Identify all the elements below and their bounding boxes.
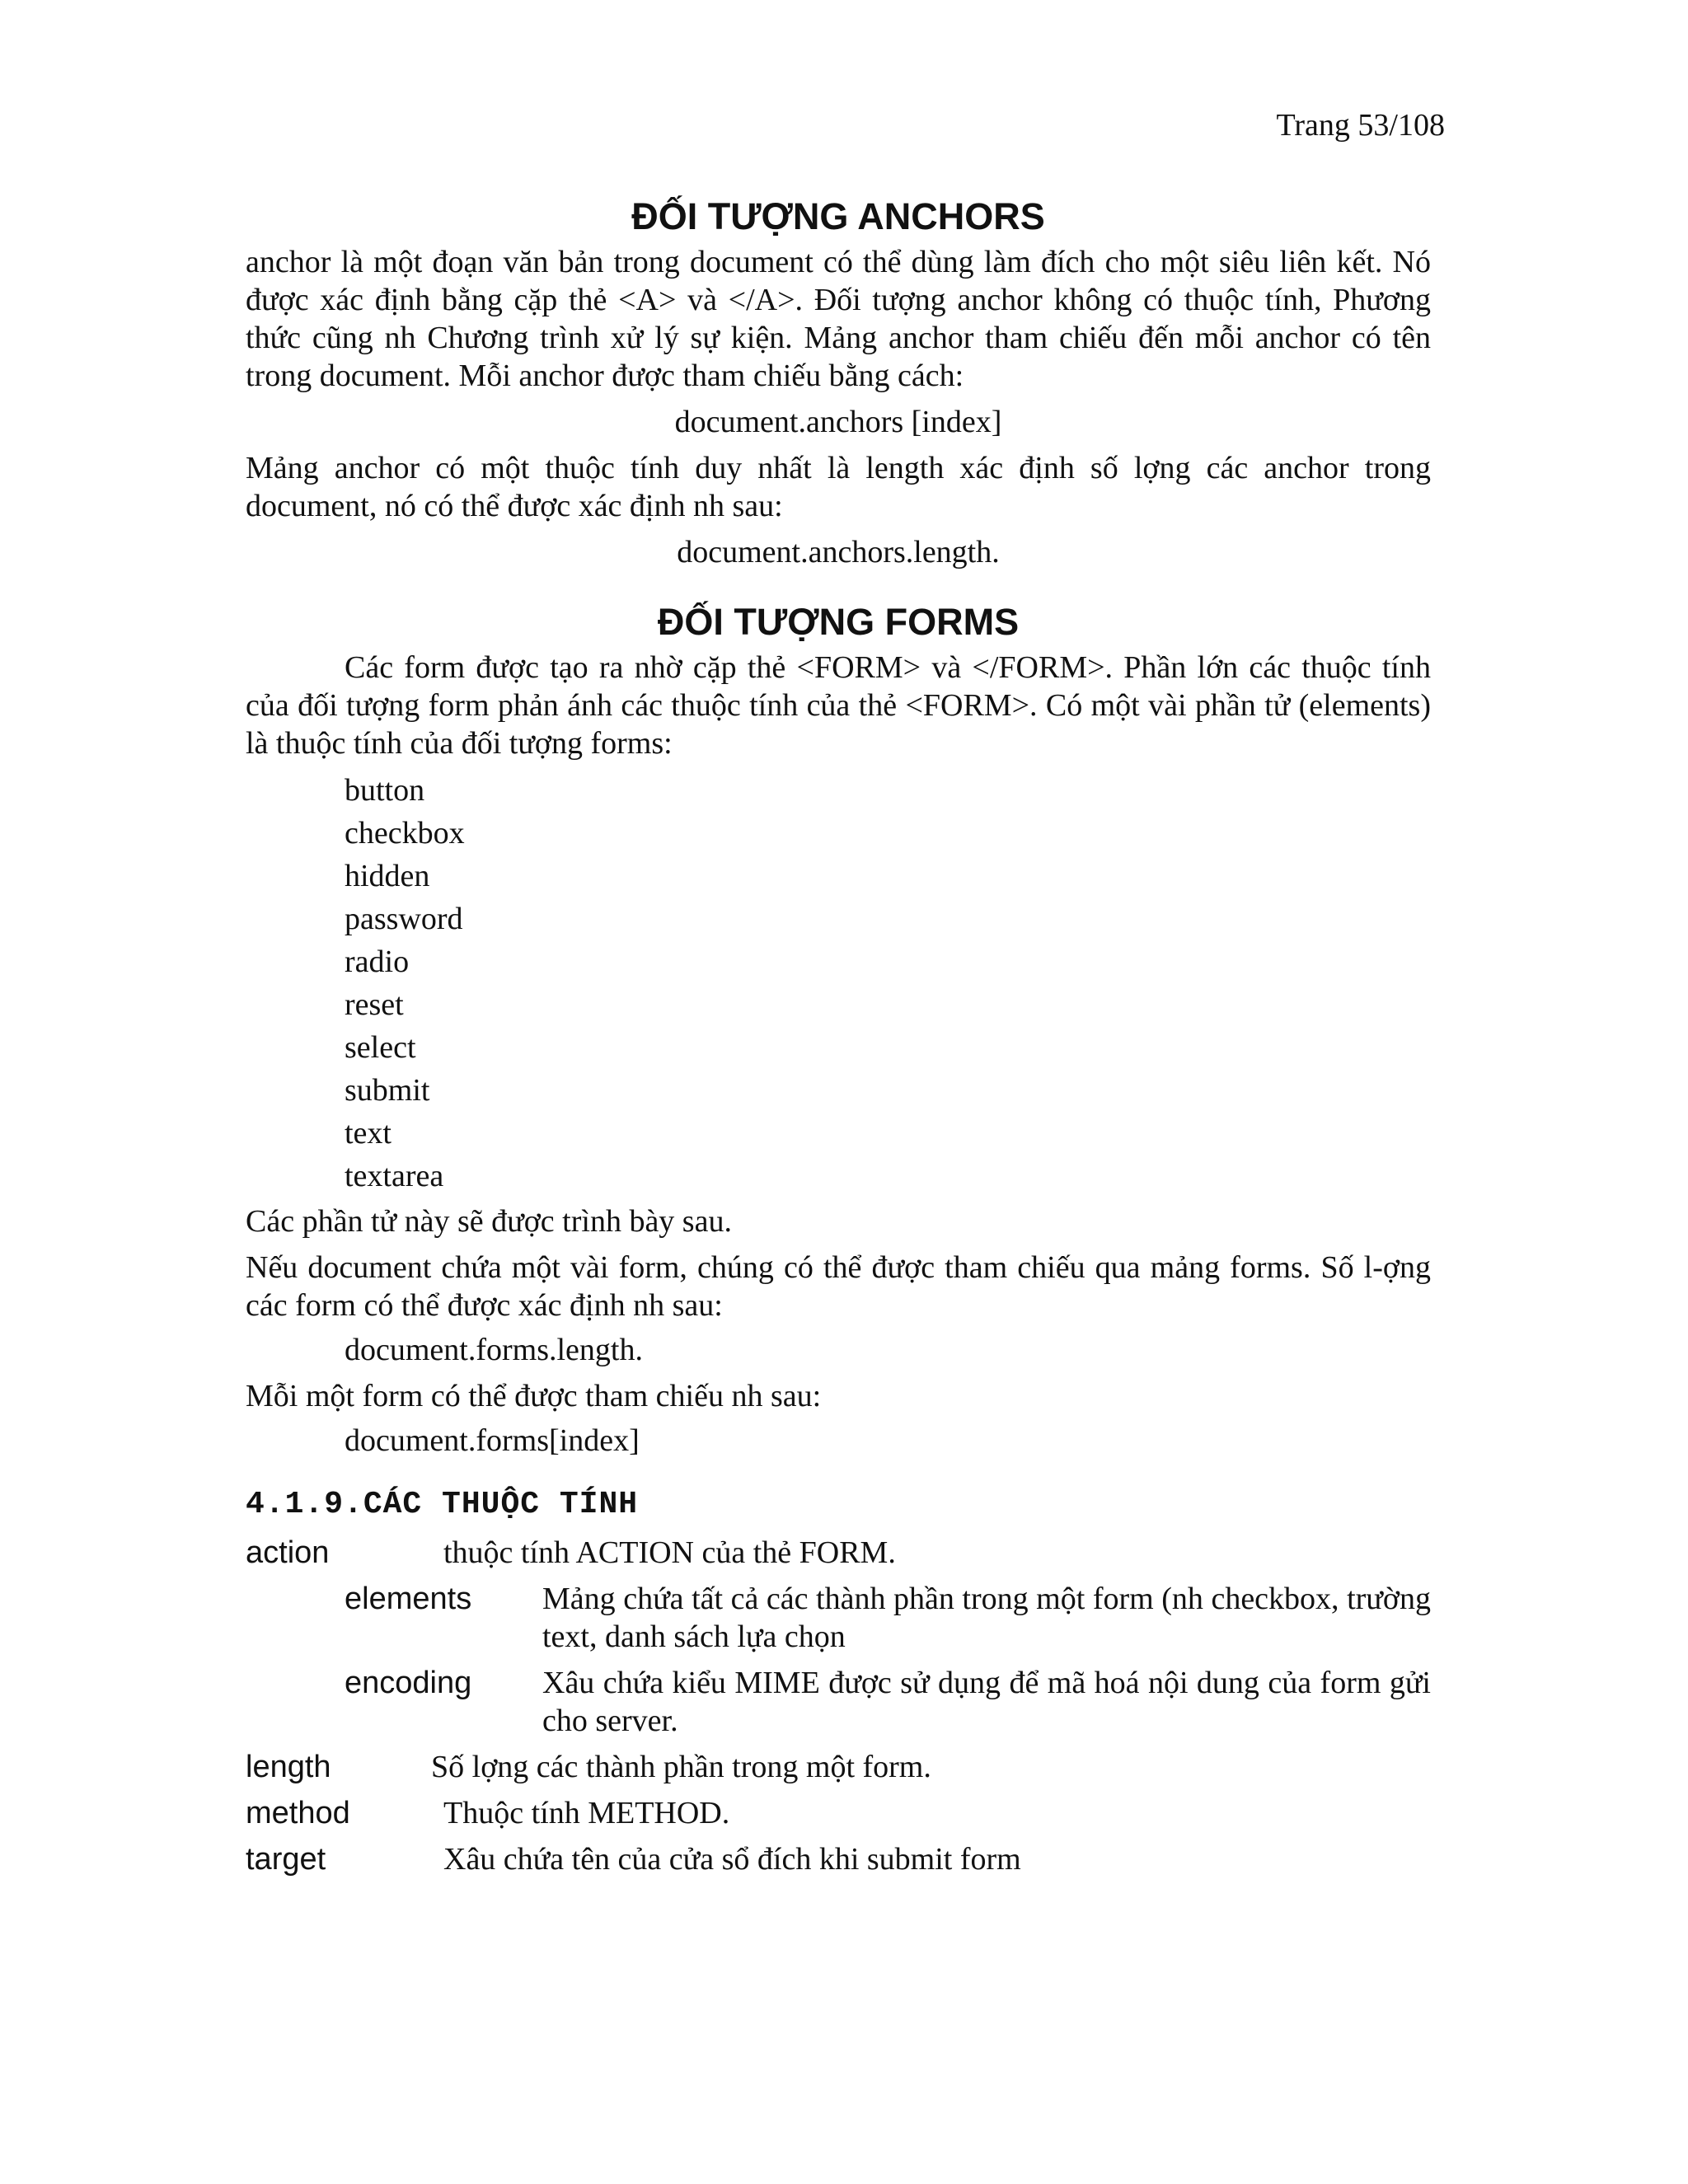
list-item: checkbox	[345, 816, 465, 851]
property-desc: Thuộc tính METHOD.	[443, 1796, 730, 1830]
page-number: Trang 53/108	[1276, 108, 1445, 143]
forms-paragraph-1: Các form được tạo ra nhờ cặp thẻ <FORM> và </FORM>. Phần lớn các thuộc tính của đối tượng form phản ánh các thuộc tính của thẻ <FORM>. Có một vài phần tử (elements) là thuộc tính của đối tượng forms:	[246, 650, 1431, 761]
property-desc: Số lợng các thành phần trong một form.	[431, 1750, 931, 1784]
anchors-code-length: document.anchors.length.	[677, 535, 1000, 569]
property-name: target	[246, 1842, 326, 1877]
property-name: method	[246, 1796, 350, 1830]
forms-paragraph-2: Các phần tử này sẽ được trình bày sau.	[246, 1204, 732, 1239]
list-item: text	[345, 1116, 392, 1151]
forms-code-index: document.forms[index]	[345, 1423, 640, 1458]
anchors-paragraph-1: anchor là một đoạn văn bản trong document có thể dùng làm đích cho một siêu liên kết. Nó được xác định bằng cặp thẻ <A> và </A>. Đối tượng anchor không có thuộc tính, Phương thức cũng nh Chương trình xử lý sự kiện. Mảng anchor tham chiếu đến mỗi anchor có tên trong document. Mỗi anchor được tham chiếu bằng cách:	[246, 245, 1431, 393]
anchors-paragraph-2: Mảng anchor có một thuộc tính duy nhất là length xác định số lợng các anchor trong document, nó có thể được xác định nh sau:	[246, 451, 1431, 523]
forms-elements-list	[345, 769, 1431, 1197]
forms-paragraph-4: Mỗi một form có thể được tham chiếu nh sau:	[246, 1379, 822, 1413]
list-item: hidden	[345, 859, 430, 893]
property-row-method	[246, 1794, 1431, 1832]
list-item: radio	[345, 944, 410, 979]
list-item: select	[345, 1030, 416, 1065]
page-content	[246, 194, 1431, 1886]
list-item: password	[345, 902, 463, 936]
forms-paragraph-3: Nếu document chứa một vài form, chúng có thể được tham chiếu qua mảng forms. Số l-ợng các form có thể được xác định nh sau:	[246, 1250, 1431, 1323]
list-item: submit	[345, 1073, 430, 1108]
forms-title: ĐỐI TƯỢNG FORMS	[657, 601, 1020, 643]
property-row-encoding	[345, 1664, 1431, 1740]
property-name: encoding	[345, 1666, 472, 1700]
property-desc: thuộc tính ACTION của thẻ FORM.	[443, 1535, 896, 1570]
property-row-target	[246, 1840, 1431, 1878]
property-row-length	[246, 1748, 1431, 1786]
property-name: elements	[345, 1582, 472, 1616]
anchors-title: ĐỐI TƯỢNG ANCHORS	[631, 195, 1045, 237]
property-desc: Mảng chứa tất cả các thành phần trong một form (nh checkbox, trường text, danh sách lựa chọn	[542, 1582, 1431, 1654]
anchors-code-index: document.anchors [index]	[674, 405, 1002, 439]
properties-heading: 4.1.9.CÁC THUỘC TÍNH	[246, 1487, 639, 1522]
list-item: button	[345, 773, 425, 808]
property-row-elements	[345, 1580, 1431, 1656]
property-name: action	[246, 1535, 330, 1570]
forms-code-length: document.forms.length.	[345, 1333, 643, 1367]
property-row-action	[246, 1534, 1431, 1572]
list-item: textarea	[345, 1159, 444, 1193]
property-desc: Xâu chứa kiểu MIME được sử dụng để mã hoá nội dung của form gửi cho server.	[542, 1666, 1431, 1738]
property-desc: Xâu chứa tên của cửa sổ đích khi submit form	[443, 1842, 1021, 1877]
list-item: reset	[345, 987, 404, 1022]
property-name: length	[246, 1750, 331, 1784]
